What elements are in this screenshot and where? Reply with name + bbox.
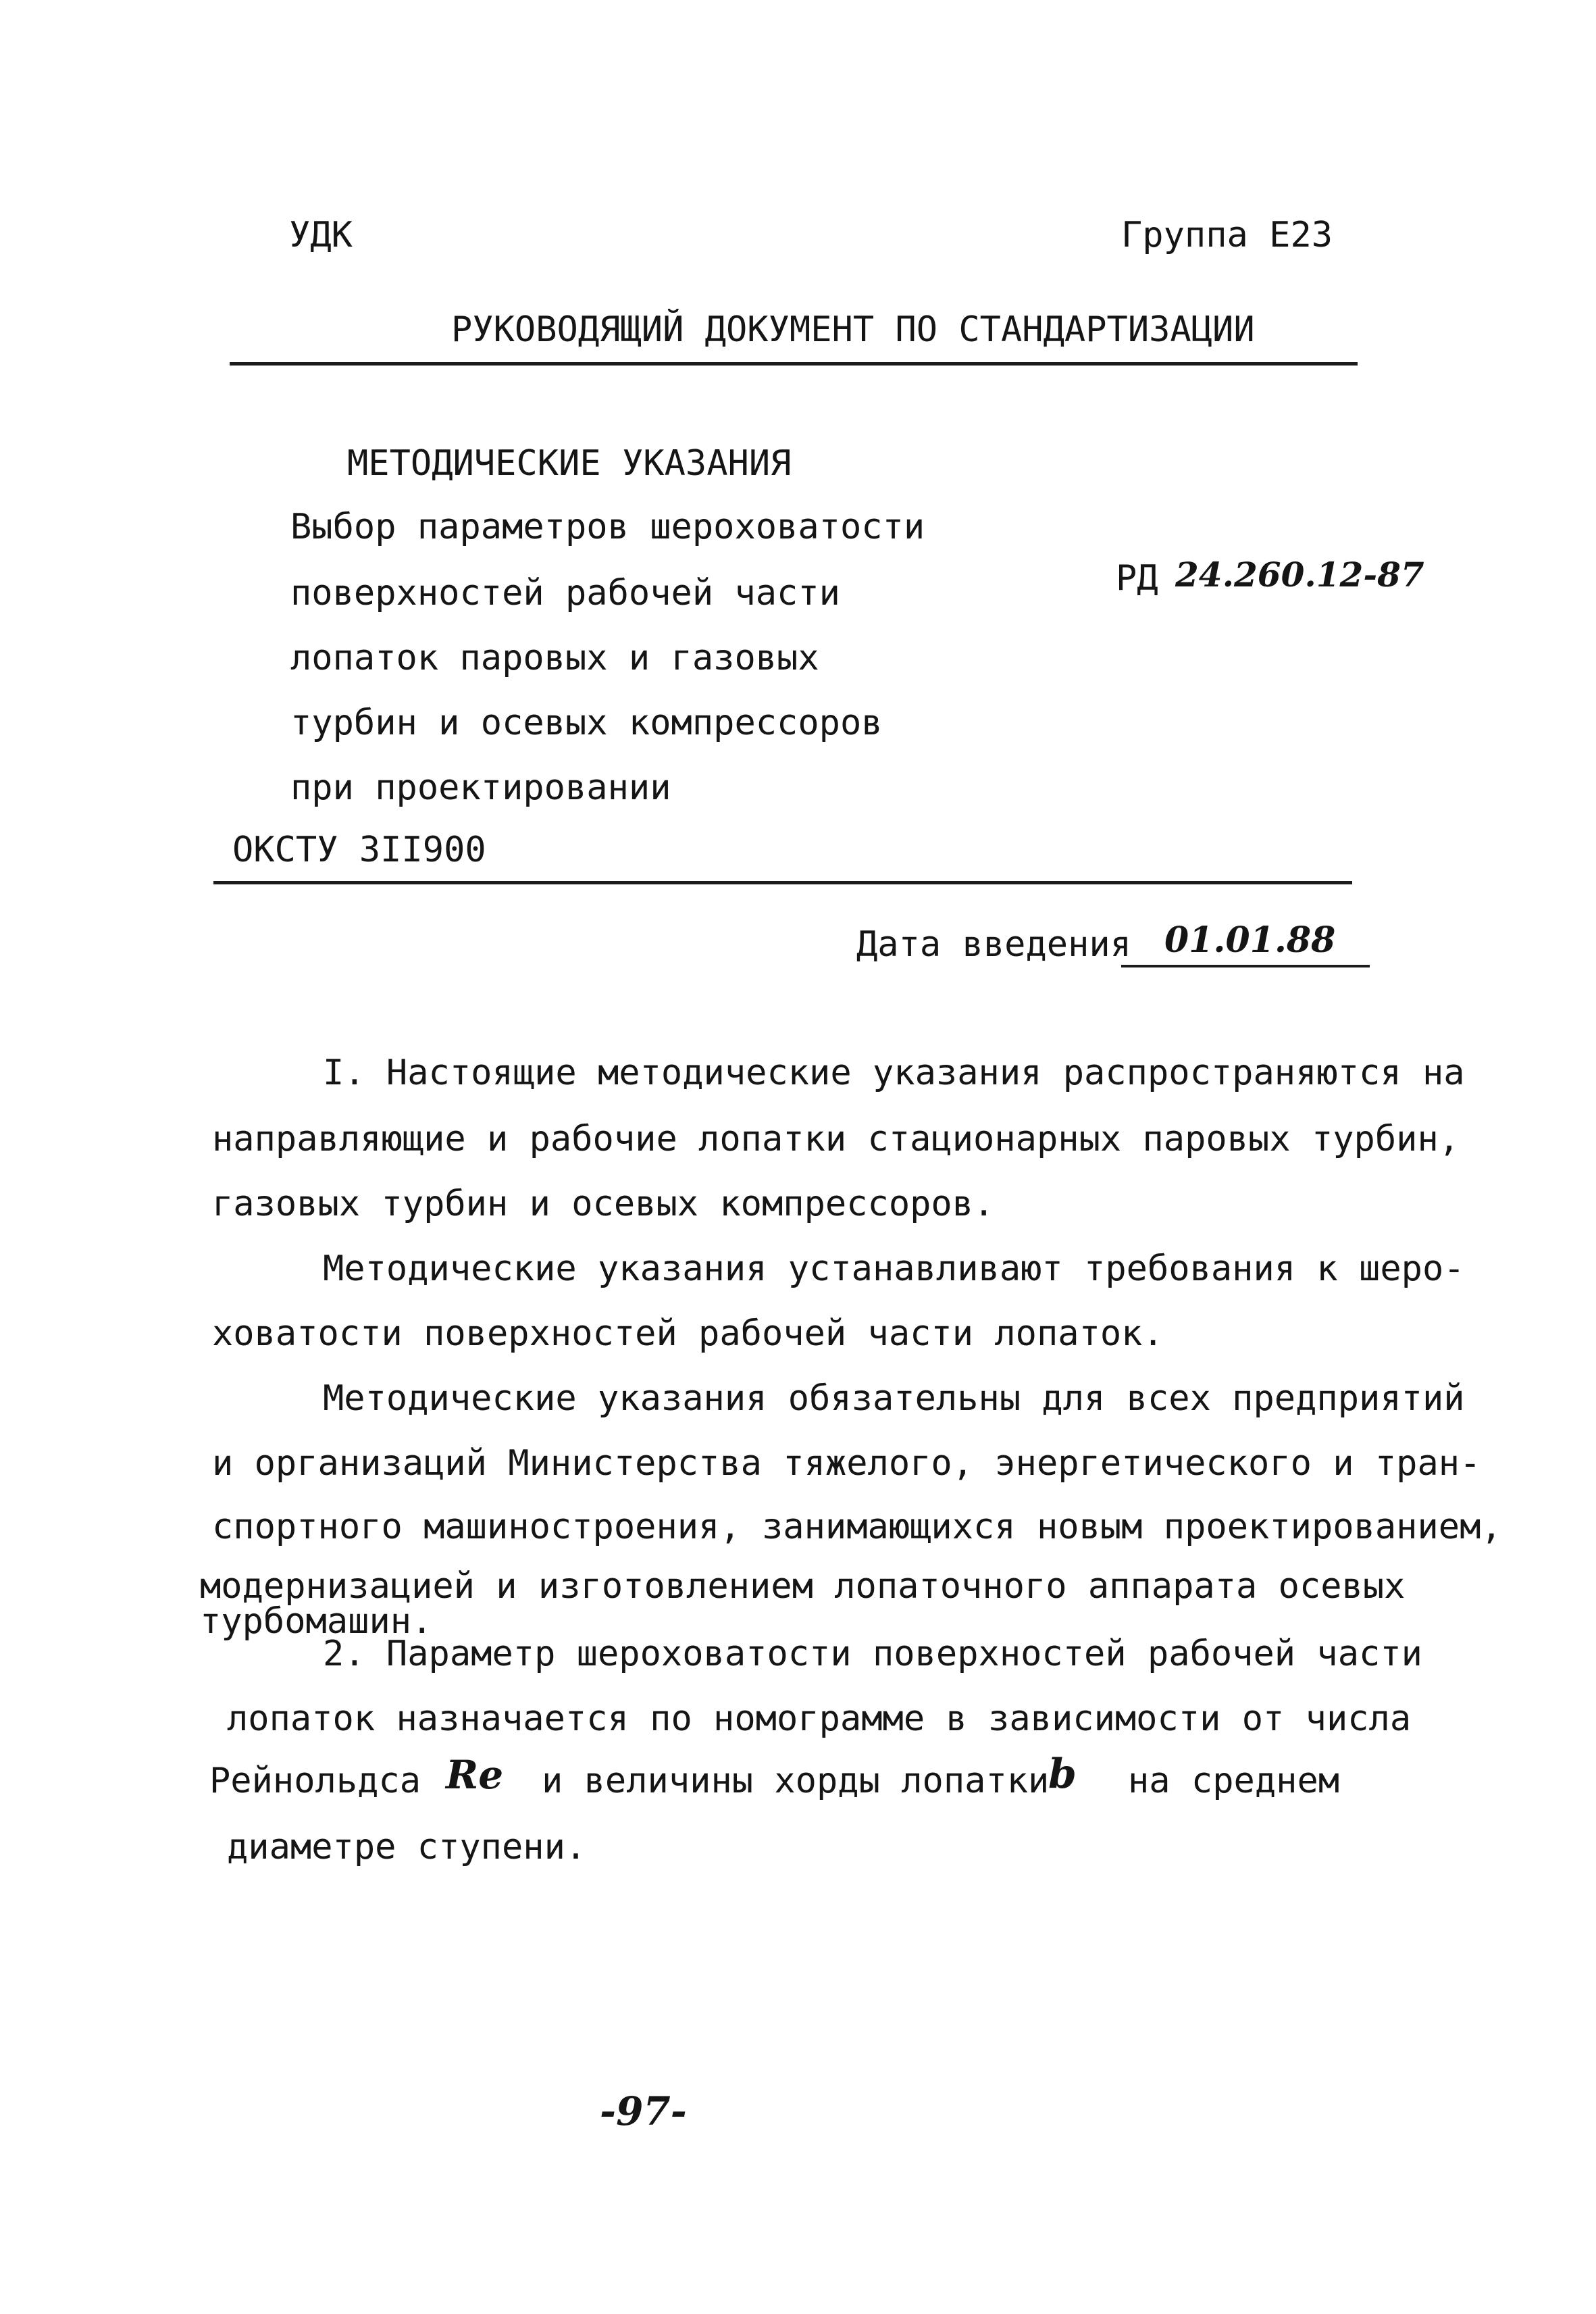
document-code-number: 24.260.12-87 (1175, 555, 1424, 595)
intro-date-value: 01.01.88 (1164, 920, 1336, 961)
title-block-divider (213, 881, 1352, 884)
p3-line-1: Методические указания обязательны для всех предприятий (323, 1378, 1465, 1419)
p2-line-1: Методические указания устанавливают требования к шеро- (323, 1249, 1465, 1289)
title-line-5: при проектировании (290, 768, 671, 808)
udk-label: УДК (289, 215, 353, 255)
p4-line-3-middle: и величины хорды лопатки (542, 1761, 1050, 1801)
title-line-1: Выбор параметров шероховатости (290, 507, 925, 547)
okstu-code: ОКСТУ 3II900 (232, 830, 486, 870)
document-kind: МЕТОДИЧЕСКИЕ УКАЗАНИЯ (347, 443, 792, 484)
header-divider (230, 362, 1358, 366)
document-code-prefix: РД (1116, 558, 1158, 599)
p4-line-1: 2. Параметр шероховатости поверхностей рабочей части (323, 1634, 1422, 1674)
p2-line-2: ховатости поверхностей рабочей части лопаток. (212, 1313, 1164, 1354)
p4-line-3-start: Рейнольдса (209, 1761, 421, 1801)
intro-date-underline (1121, 965, 1370, 967)
group-label: Группа Е23 (1121, 215, 1333, 255)
p4-line-2: лопаток назначается по номограмме в зависимости от числа (227, 1699, 1412, 1739)
p3-line-4: модернизацией и изготовлением лопаточного аппарата осевых (200, 1566, 1406, 1607)
p4-line-4: диаметре ступени. (227, 1827, 587, 1867)
p3-line-3: спортного машиностроения, занимающихся новым проектированием, (212, 1507, 1502, 1547)
page-number: -97- (600, 2088, 687, 2134)
p1-line-2: направляющие и рабочие лопатки стационарных паровых турбин, (212, 1119, 1460, 1159)
p3-line-5: турбомашин. (200, 1601, 433, 1642)
document-type-title: РУКОВОДЯЩИЙ ДОКУМЕНТ ПО СТАНДАРТИЗАЦИИ (451, 309, 1255, 350)
reynolds-number-symbol: Re (446, 1752, 504, 1798)
p3-line-2: и организаций Министерства тяжелого, энергетического и тран- (212, 1443, 1481, 1484)
intro-date-label: Дата введения (856, 924, 1131, 965)
p1-line-3: газовых турбин и осевых компрессоров. (212, 1184, 995, 1224)
title-line-4: турбин и осевых компрессоров (290, 703, 883, 743)
title-line-3: лопаток паровых и газовых (290, 638, 819, 678)
p4-line-3-end: на среднем (1128, 1761, 1340, 1801)
title-line-2: поверхностей рабочей части (290, 573, 840, 613)
p1-line-1: I. Настоящие методические указания распространяются на (323, 1053, 1465, 1093)
chord-symbol: b (1048, 1751, 1077, 1798)
